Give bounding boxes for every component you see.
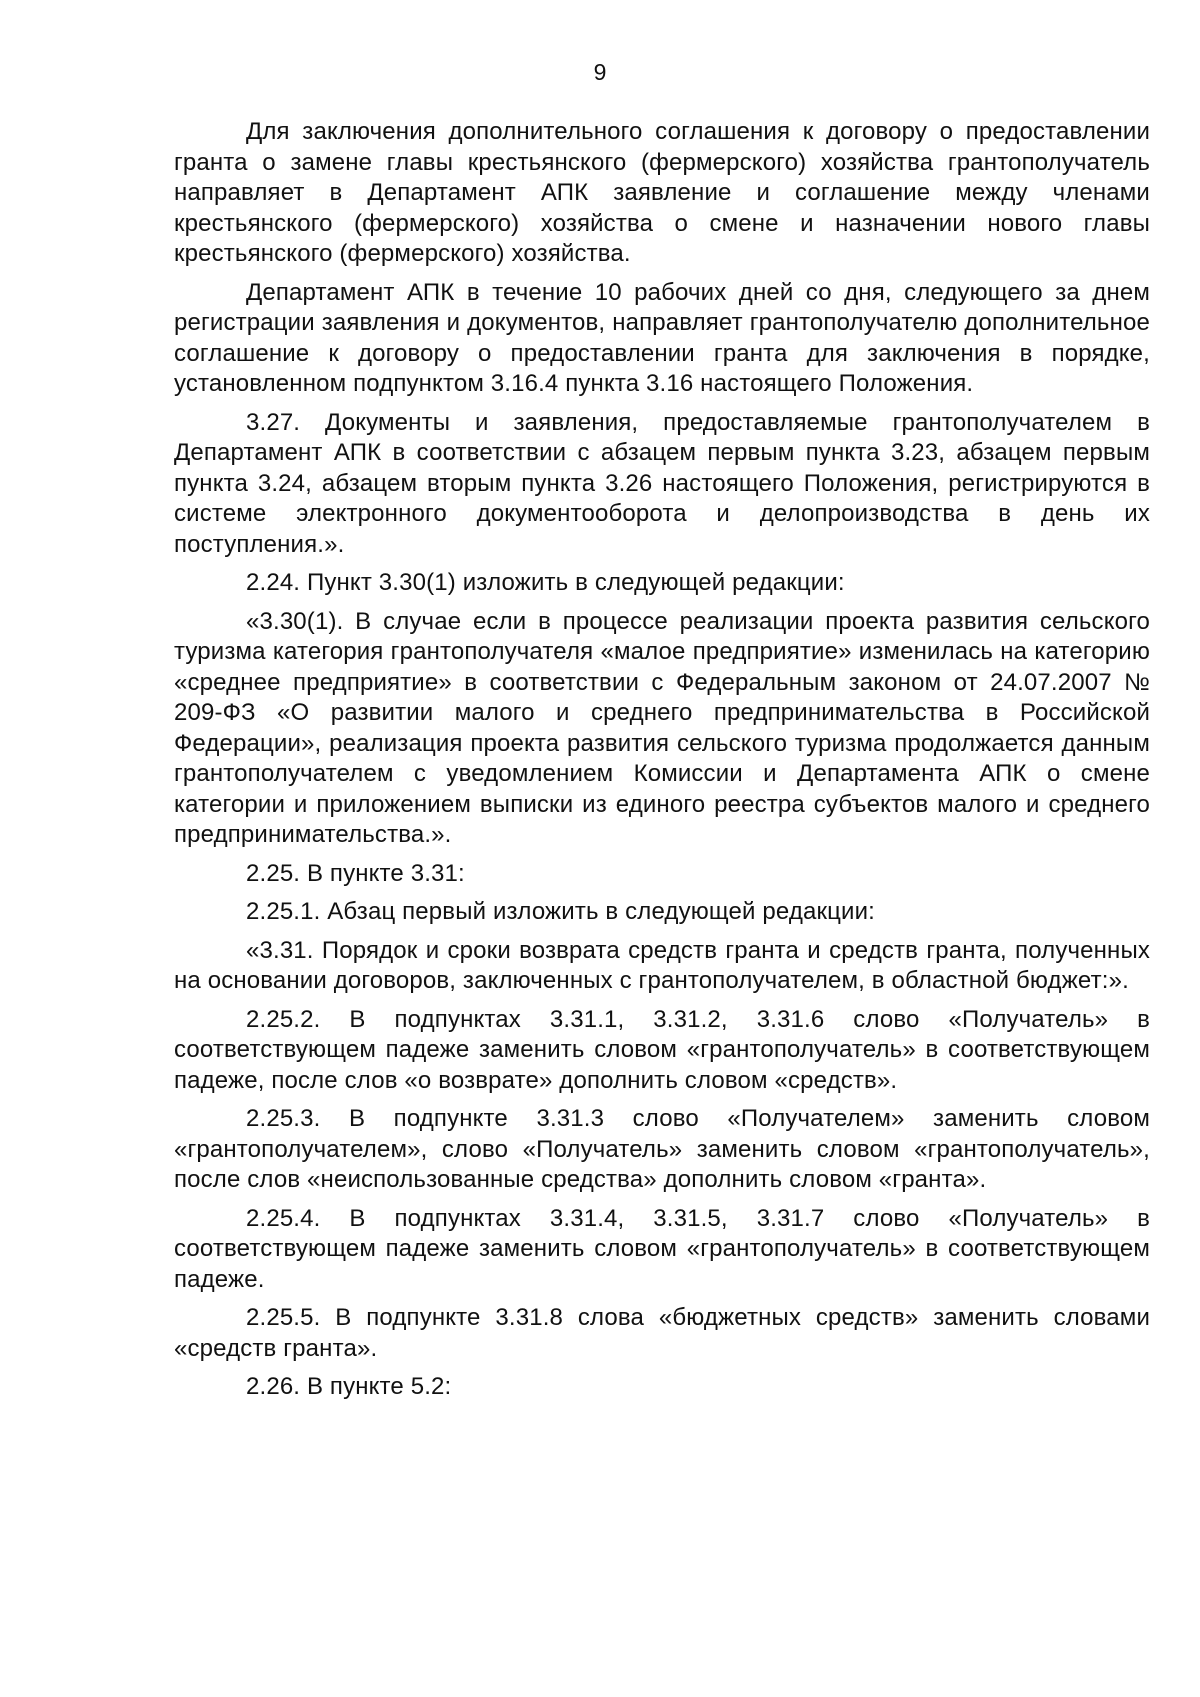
paragraph-2-24: 2.24. Пункт 3.30(1) изложить в следующей редакции: xyxy=(246,569,845,596)
paragraph-3-27: 3.27. Документы и заявления, предоставляемые грантополучателем в Департамент АПК в соответствии с абзацем первым пункта 3.23, абзацем первым пункта 3.24, абзацем вторым пункта 3.26 настоящего Положения, регистрируются в системе электронного документооборота и делопроизводства в день их поступления.». xyxy=(174,408,1150,558)
paragraph-3-31: «3.31. Порядок и сроки возврата средств гранта и средств гранта, полученных на основании договоров, заключенных с грантополучателем, в областной бюджет:». xyxy=(174,936,1150,994)
paragraph-2-25-4: 2.25.4. В подпунктах 3.31.4, 3.31.5, 3.31.7 слово «Получатель» в соответствующем падеже заменить словом «грантополучатель» в соответствующем падеже. xyxy=(174,1204,1150,1293)
paragraph-department-response: Департамент АПК в течение 10 рабочих дней со дня, следующего за днем регистрации заявления и документов, направляет грантополучателю дополнительное соглашение к договору о предоставлении гранта для заключения в порядке, установленном подпунктом 3.16.4 пункта 3.16 настоящего Положения. xyxy=(174,278,1150,397)
paragraph-2-25-1: 2.25.1. Абзац первый изложить в следующей редакции: xyxy=(246,898,875,925)
document-body xyxy=(174,117,1150,1411)
page-number: 9 xyxy=(593,59,607,85)
paragraph-3-30-1: «3.30(1). В случае если в процессе реализации проекта развития сельского туризма категория грантополучателя «малое предприятие» изменилась на категорию «среднее предприятие» в соответствии с Федеральным законом от 24.07.2007 № 209-ФЗ «О развитии малого и среднего предпринимательства в Российской Федерации», реализация проекта развития сельского туризма продолжается данным грантополучателем с уведомлением Комиссии и Департамента АПК о смене категории и приложением выписки из единого реестра субъектов малого и среднего предпринимательства.». xyxy=(174,607,1150,848)
paragraph-2-25-5: 2.25.5. В подпункте 3.31.8 слова «бюджетных средств» заменить словами «средств гранта». xyxy=(174,1304,1150,1362)
paragraph-new-head-agreement: Для заключения дополнительного соглашения к договору о предоставлении гранта о замене главы крестьянского (фермерского) хозяйства грантополучатель направляет в Департамент АПК заявление и соглашение между членами крестьянского (фермерского) хозяйства о смене и назначении нового главы крестьянского (фермерского) хозяйства. xyxy=(174,118,1150,267)
paragraph-2-26: 2.26. В пункте 5.2: xyxy=(246,1373,452,1400)
paragraph-2-25: 2.25. В пункте 3.31: xyxy=(246,859,465,887)
paragraph-2-25-2: 2.25.2. В подпунктах 3.31.1, 3.31.2, 3.31.6 слово «Получатель» в соответствующем падеже заменить словом «грантополучатель» в соответствующем падеже, после слов «о возврате» дополнить словом «средств». xyxy=(174,1005,1150,1094)
paragraph-2-25-3: 2.25.3. В подпункте 3.31.3 слово «Получателем» заменить словом «грантополучателем», слово «Получатель» заменить словом «грантополучатель», после слов «неиспользованные средства» дополнить словом «гранта». xyxy=(174,1105,1150,1193)
